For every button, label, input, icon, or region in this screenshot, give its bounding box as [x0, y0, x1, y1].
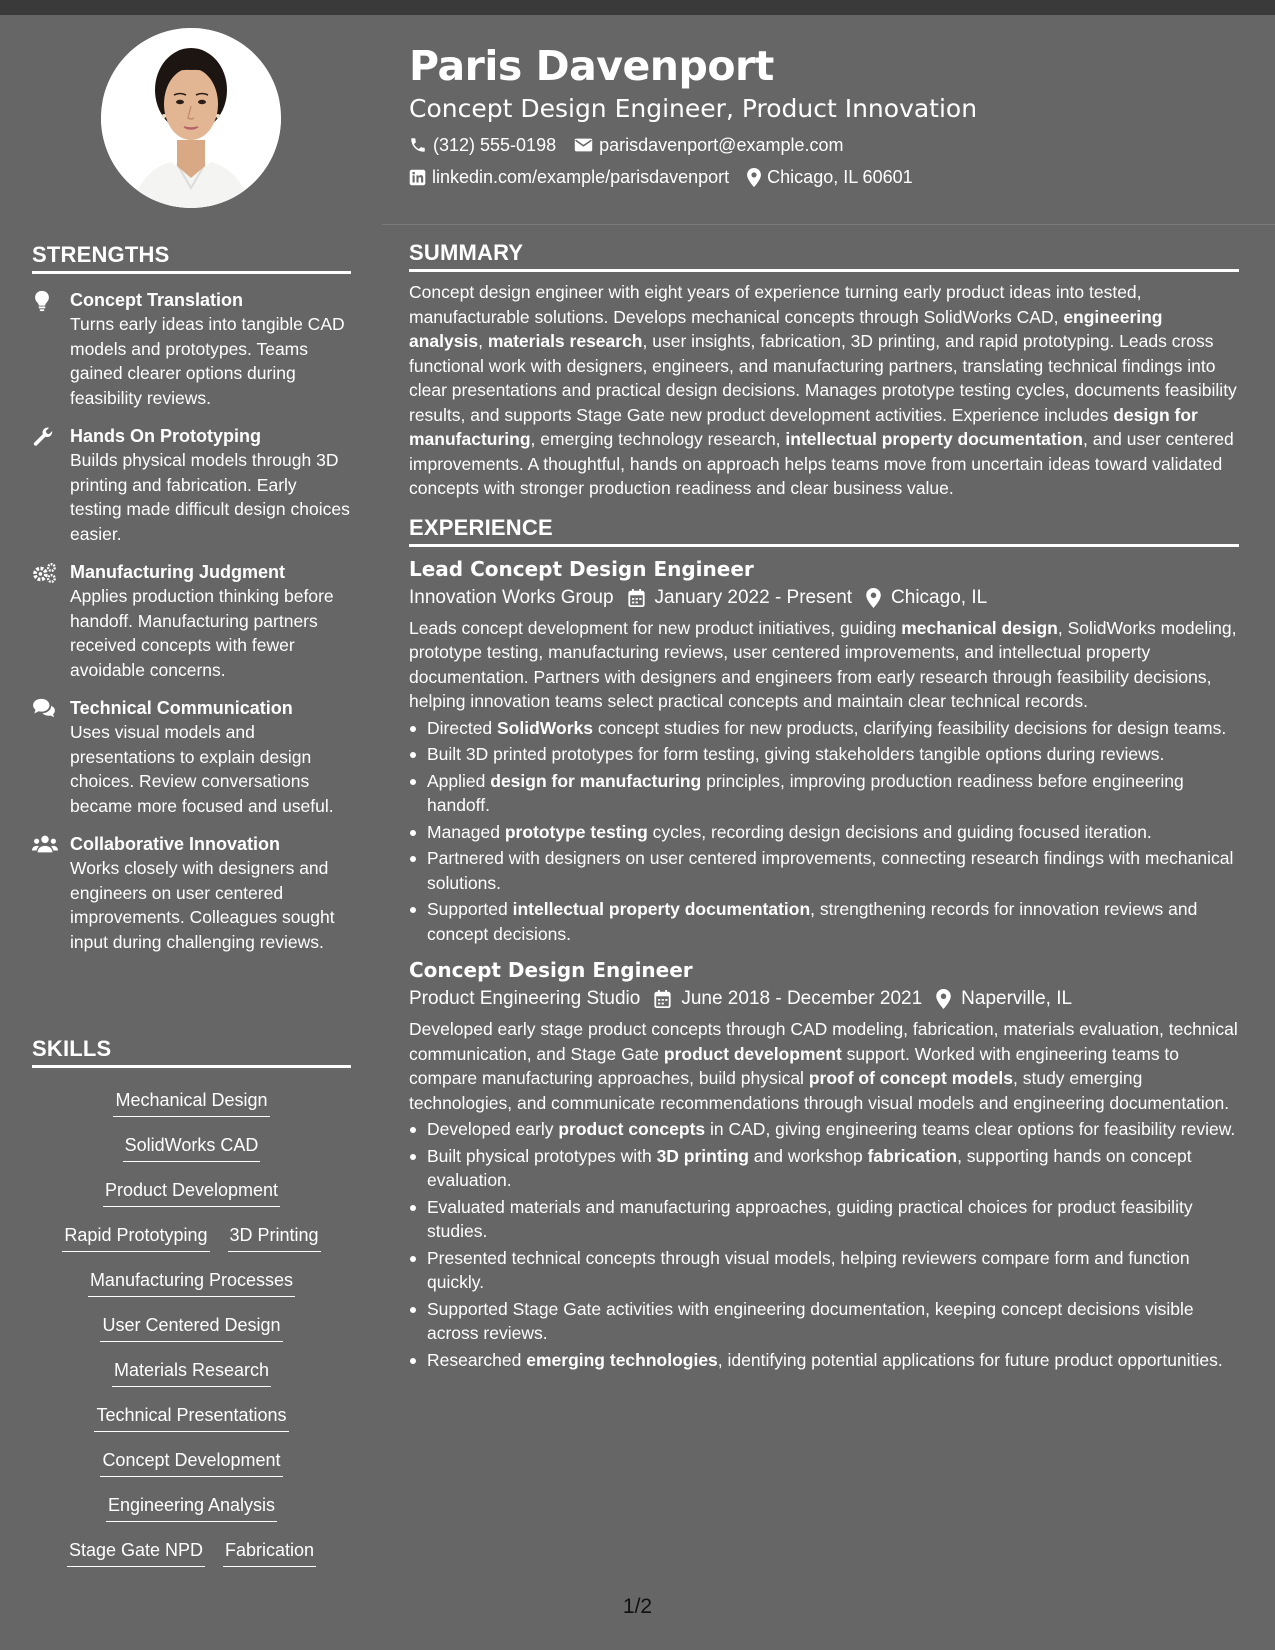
skills-heading: SKILLS [32, 1036, 351, 1068]
bold-text: design for manufacturing [490, 770, 702, 791]
job-meta [409, 984, 1239, 1014]
bold-text: product concepts [558, 1119, 706, 1139]
job-entry [409, 956, 1239, 1372]
dates-text: January 2022 - Present [654, 586, 853, 608]
skill-row [32, 1358, 351, 1387]
skill-tag: 3D Printing [228, 1223, 321, 1252]
bullet-item [409, 742, 1239, 767]
strength-description: Applies production thinking before handoff. Manufacturing partners received concepts with fewer avoidable concerns. [70, 586, 334, 680]
candidate-role: Concept Design Engineer, Product Innovation [409, 94, 978, 123]
phone-contact [409, 132, 556, 158]
text-segment: Supported [427, 899, 513, 919]
job-entry [409, 555, 1239, 947]
text-segment: Developed early stage product concepts through CAD modeling, fabrication, materials evaluation, technical communication, and Stage Gate [409, 1019, 1238, 1064]
strength-description: Works closely with designers and engineers on user centered improvements. Colleagues sought input during challenging reviews. [70, 858, 335, 952]
skill-row [32, 1403, 351, 1432]
strength-title: Concept Translation [70, 290, 244, 310]
calendar-icon [654, 990, 681, 1008]
location-text: Chicago, IL 60601 [767, 167, 913, 187]
users-icon [32, 832, 70, 954]
skill-row [32, 1133, 351, 1162]
linkedin-contact[interactable] [409, 164, 729, 190]
bold-text: intellectual property documentation [512, 899, 811, 919]
skill-row [32, 1223, 351, 1252]
linkedin-text[interactable]: linkedin.com/example/parisdavenport [432, 167, 730, 187]
strength-description: Uses visual models and presentations to explain design choices. Review conversations became more focused and useful. [70, 722, 334, 816]
bold-text: design for manufacturing [409, 404, 1198, 449]
skill-row [32, 1538, 351, 1567]
top-bar [0, 0, 1275, 15]
strength-item [32, 560, 351, 682]
text-segment: Developed early [427, 1119, 559, 1139]
skills-section [32, 1036, 351, 1583]
location-contact [747, 164, 912, 190]
skill-tag: Materials Research [112, 1358, 271, 1387]
text-segment: , and user centered improvements. A thoughtful, hands on approach helps teams move from uncertain ideas toward validated concepts with stronger production readiness and clear business value. [409, 429, 1234, 498]
linkedin-icon [409, 169, 426, 186]
bold-text: product development [663, 1043, 842, 1064]
location-text: Chicago, IL [891, 586, 988, 608]
skill-tag: SolidWorks CAD [123, 1133, 261, 1162]
contact-row-1 [409, 132, 1239, 158]
skill-tag: Stage Gate NPD [67, 1538, 205, 1567]
job-bullets [409, 716, 1239, 947]
chat-bubbles-icon [32, 696, 70, 818]
summary-paragraph [409, 280, 1239, 501]
strength-description: Turns early ideas into tangible CAD models and prototypes. Teams gained clearer options during feasibility reviews. [70, 314, 345, 408]
bullet-item [409, 1246, 1239, 1295]
calendar-icon [628, 589, 655, 607]
text-segment: cycles, recording design decisions and guiding focused iteration. [647, 821, 1152, 842]
text-segment: Presented technical concepts through visual models, helping reviewers compare form and function quickly. [427, 1247, 1190, 1292]
text-segment: Directed [427, 717, 498, 738]
text-segment: Leads concept development for new product initiatives, guiding [409, 617, 902, 638]
bold-text: materials research [487, 331, 643, 351]
skill-tag: Fabrication [223, 1538, 316, 1567]
bold-text: proof of concept models [808, 1068, 1013, 1088]
page-number: 1/2 [622, 1595, 653, 1618]
text-segment: Evaluated materials and manufacturing approaches, guiding practical choices for product feasibility studies. [427, 1196, 1193, 1241]
strength-description: Builds physical models through 3D printing and fabrication. Early testing made difficult design choices easier. [70, 450, 350, 544]
bold-text: intellectual property documentation [785, 429, 1083, 449]
email-contact[interactable] [574, 132, 843, 158]
wrench-icon [32, 424, 70, 546]
strengths-list [32, 288, 351, 954]
skill-row [32, 1178, 351, 1207]
text-segment: Concept design engineer with eight years of experience turning early product ideas into tested, manufacturable solutions. Develops mechanical concepts through SolidWorks CAD, [409, 282, 1142, 327]
skill-tag: Mechanical Design [113, 1088, 269, 1117]
job-location [936, 984, 1072, 1014]
strength-title: Hands On Prototyping [70, 426, 261, 446]
job-dates [654, 984, 922, 1014]
strength-title: Collaborative Innovation [70, 834, 281, 854]
strength-item [32, 424, 351, 546]
text-segment: , [478, 331, 488, 351]
bold-text: SolidWorks [497, 717, 593, 738]
experience-heading: EXPERIENCE [409, 515, 1239, 547]
skill-tag: Rapid Prototyping [62, 1223, 209, 1252]
text-segment: , study emerging technologies, and communicate recommendations through visual models and engineering documentation. [409, 1068, 1230, 1113]
strength-body [70, 696, 351, 818]
job-title: Concept Design Engineer [409, 958, 693, 982]
job-meta [409, 583, 1239, 613]
map-pin-icon [936, 989, 961, 1009]
phone-text: (312) 555-0198 [433, 135, 557, 155]
skill-tag: Product Development [103, 1178, 280, 1207]
bullet-item [409, 897, 1239, 946]
bold-text: 3D printing [656, 1145, 749, 1166]
text-segment: , identifying potential applications for future product opportunities. [717, 1349, 1223, 1370]
text-segment: and workshop [748, 1145, 868, 1166]
bold-text: fabrication [867, 1145, 958, 1166]
skill-tag: Manufacturing Processes [88, 1268, 295, 1297]
job-title: Lead Concept Design Engineer [409, 556, 754, 581]
bullet-item [409, 716, 1239, 741]
bullet-item [409, 1195, 1239, 1244]
text-segment: Researched [427, 1349, 527, 1370]
map-pin-icon [866, 588, 891, 608]
bullet-item [409, 1297, 1239, 1346]
skill-tag: User Centered Design [100, 1313, 282, 1342]
bullet-item [409, 1348, 1239, 1373]
strengths-section [32, 242, 351, 968]
skill-row [32, 1448, 351, 1477]
profile-photo [101, 28, 281, 208]
strength-title: Manufacturing Judgment [70, 562, 285, 582]
bold-text: engineering analysis [409, 306, 1163, 351]
resume-header [409, 40, 1239, 190]
location-text: Naperville, IL [961, 988, 1073, 1009]
phone-icon [409, 136, 427, 154]
map-pin-icon [747, 168, 761, 187]
job-bullets [409, 1117, 1239, 1372]
summary-heading: SUMMARY [409, 240, 1239, 272]
skill-tag: Concept Development [100, 1448, 282, 1477]
strength-body [70, 424, 351, 546]
right-column [409, 240, 1239, 1374]
job-description [409, 1017, 1239, 1115]
skill-tag: Technical Presentations [94, 1403, 288, 1432]
skill-row [32, 1493, 351, 1522]
skill-row [32, 1088, 351, 1117]
text-segment: Managed [427, 821, 505, 842]
company-name: Product Engineering Studio [409, 988, 641, 1009]
bullet-item [409, 769, 1239, 818]
gears-icon [32, 560, 70, 682]
email-text[interactable]: parisdavenport@example.com [599, 135, 844, 155]
text-segment: support. Worked with engineering teams to compare manufacturing approaches, build physical [409, 1043, 1180, 1088]
lightbulb-icon [32, 288, 70, 410]
bullet-item [409, 820, 1239, 845]
candidate-name: Paris Davenport [409, 42, 774, 90]
bullet-item [409, 1144, 1239, 1193]
bullet-item [409, 846, 1239, 895]
bold-text: emerging technologies [526, 1349, 718, 1370]
text-segment: concept studies for new products, clarifying feasibility decisions for design teams. [592, 717, 1227, 738]
text-segment: Built 3D printed prototypes for form testing, giving stakeholders tangible options during reviews. [427, 744, 1165, 764]
header-divider [382, 224, 1275, 225]
envelope-icon [574, 137, 593, 153]
bold-text: mechanical design [901, 617, 1058, 638]
text-segment: Partnered with designers on user centered improvements, connecting research findings with mechanical solutions. [427, 848, 1234, 893]
text-segment: principles, improving production readiness before engineering handoff. [427, 770, 1184, 815]
experience-list [409, 555, 1239, 1373]
strength-item [32, 288, 351, 410]
dates-text: June 2018 - December 2021 [681, 988, 923, 1009]
strength-body [70, 832, 351, 954]
contact-row-2 [409, 164, 1239, 190]
company-name: Innovation Works Group [409, 586, 614, 608]
job-description [409, 616, 1239, 714]
text-segment: , emerging technology research, [530, 429, 786, 449]
text-segment: Supported Stage Gate activities with engineering documentation, keeping concept decisions visible across reviews. [427, 1298, 1194, 1343]
text-segment: , strengthening records for innovation reviews and concept decisions. [427, 899, 1198, 944]
strength-title: Technical Communication [70, 698, 293, 718]
strength-item [32, 696, 351, 818]
bold-text: prototype testing [504, 821, 648, 842]
job-location [866, 583, 987, 613]
skill-tag: Engineering Analysis [106, 1493, 277, 1522]
text-segment: Applied [427, 770, 491, 791]
bullet-item [409, 1117, 1239, 1142]
skills-list [32, 1088, 351, 1567]
text-segment: , supporting hands on concept evaluation. [427, 1145, 1192, 1190]
skill-row [32, 1313, 351, 1342]
text-segment: , user insights, fabrication, 3D printing, and rapid prototyping. Leads cross functional work with designers, engineers, and manufacturing partners, translating technical findings into clear presentations and practical design decisions. Manages prototype testing cycles, documents feasibility results, and supports Stage Gate new product development activities. Experience includes [409, 331, 1237, 425]
skill-row [32, 1268, 351, 1297]
strength-body [70, 288, 351, 410]
text-segment: in CAD, giving engineering teams clear options for feasibility review. [705, 1119, 1236, 1139]
job-dates [628, 583, 853, 613]
text-segment: Built physical prototypes with [427, 1145, 657, 1166]
text-segment: , SolidWorks modeling, prototype testing, manufacturing reviews, user centered improvements, and intellectual property documentation. Partners with designers and engineers from early research through feasibility decisions, helping innovation teams select practical concepts and maintain clear technical records. [409, 617, 1237, 711]
strengths-heading: STRENGTHS [32, 242, 351, 274]
strength-item [32, 832, 351, 954]
strength-body [70, 560, 351, 682]
